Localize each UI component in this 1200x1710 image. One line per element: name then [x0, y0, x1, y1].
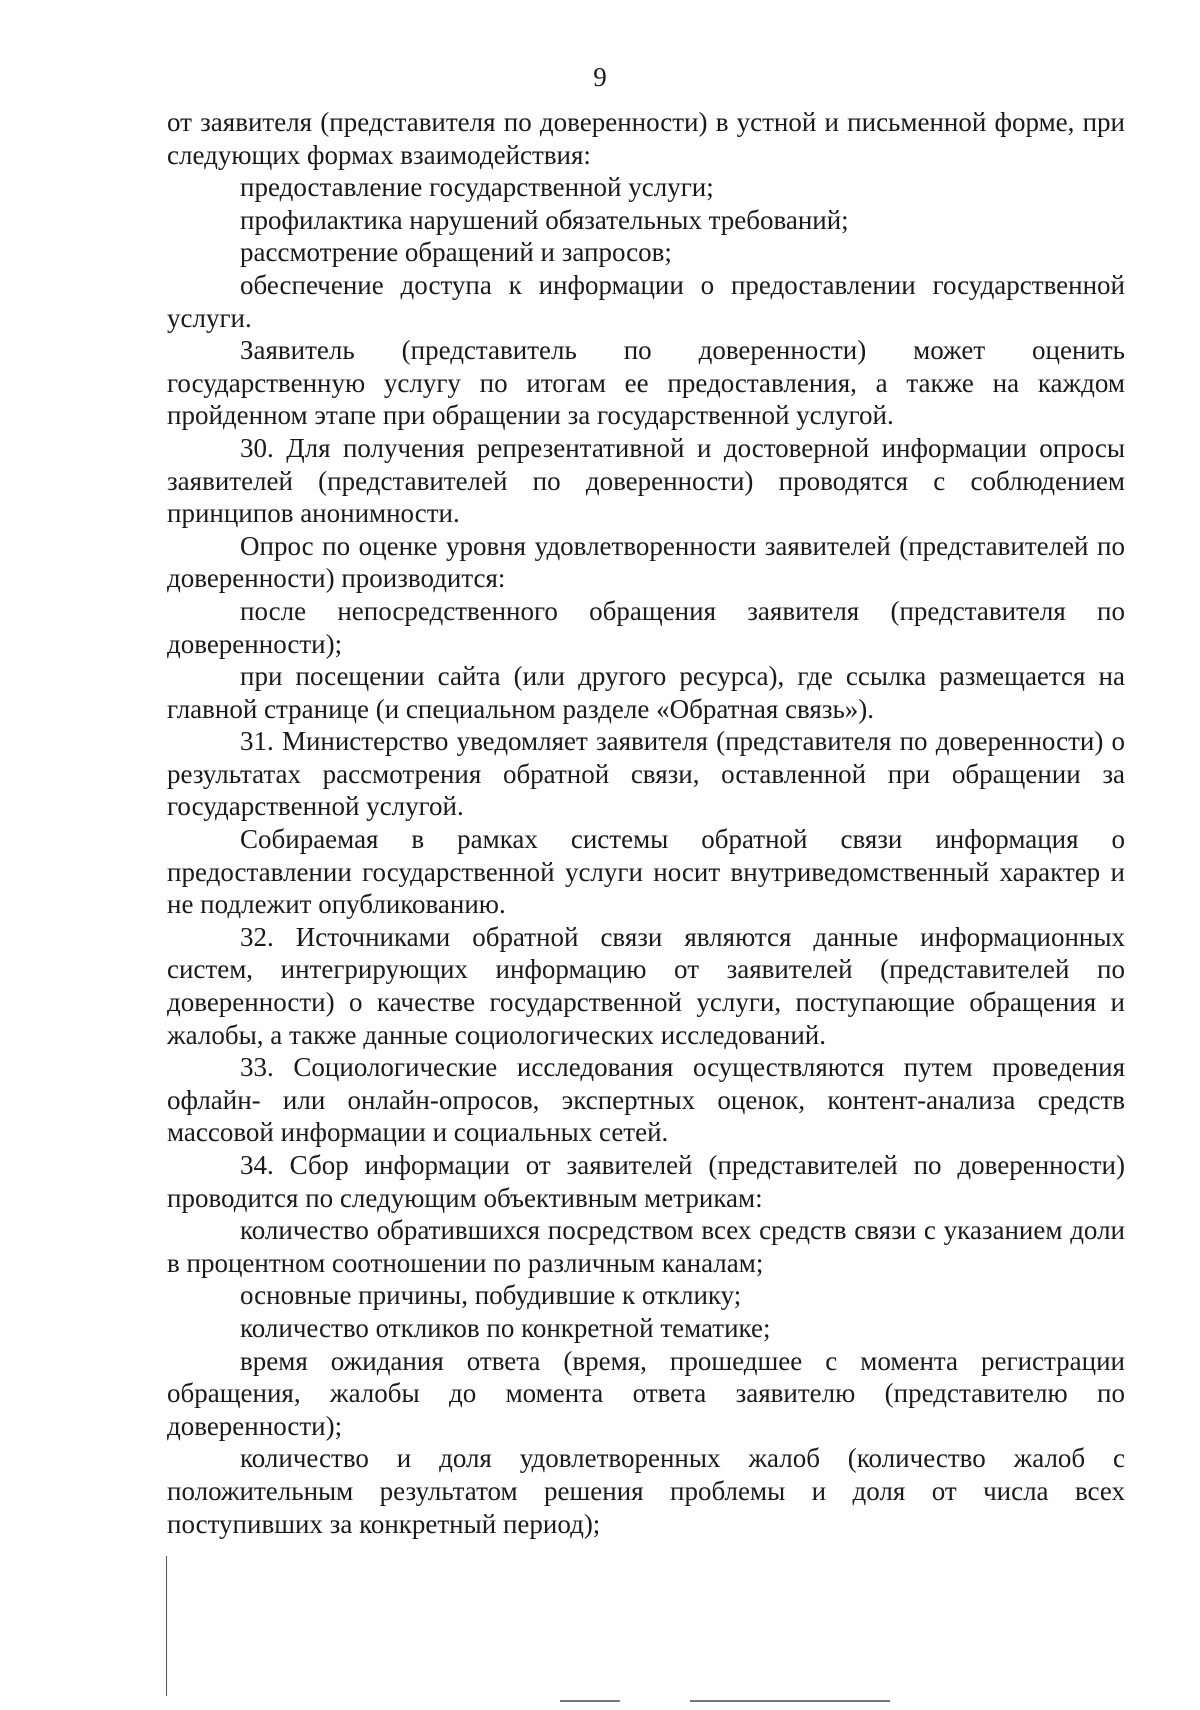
scan-bottom-mark	[560, 1700, 620, 1702]
paragraph: Заявитель (представитель по доверенности) может оценить государственную услугу по итогам ее предоставления, а также на каждом пройденном этапе при обращении за государственной услугой.	[167, 335, 1125, 431]
paragraph: количество откликов по конкретной тематике;	[240, 1312, 771, 1343]
paragraph: рассмотрение обращений и запросов;	[240, 237, 672, 268]
page-number: 9	[593, 62, 607, 92]
paragraph: предоставление государственной услуги;	[240, 172, 714, 203]
paragraph: обеспечение доступа к информации о предоставлении государственной услуги.	[167, 269, 1125, 333]
paragraph: 32. Источниками обратной связи являются данные информационных систем, интегрирующих информацию от заявителей (представителей по доверенности) о качестве государственной услуги, поступающие обращения и жалобы, а также данные социологических исследований.	[167, 921, 1125, 1050]
paragraph: Собираемая в рамках системы обратной связи информация о предоставлении государственной услуги носит внутриведомственный характер и не подлежит опубликованию.	[167, 824, 1125, 920]
paragraph: основные причины, побудившие к отклику;	[240, 1280, 742, 1311]
document-body	[167, 106, 1125, 1540]
paragraph: после непосредственного обращения заявителя (представителя по доверенности);	[167, 595, 1125, 659]
paragraph: 34. Сбор информации от заявителей (представителей по доверенности) проводится по следующим объективным метрикам:	[167, 1150, 1125, 1213]
paragraph: Опрос по оценке уровня удовлетворенности заявителей (представителей по доверенности) производится:	[167, 530, 1125, 594]
paragraph: при посещении сайта (или другого ресурса), где ссылка размещается на главной странице (и специальном разделе «Обратная связь»).	[167, 661, 1125, 724]
paragraph: время ожидания ответа (время, прошедшее с момента регистрации обращения, жалобы до момента ответа заявителю (представителю по доверенности);	[167, 1345, 1125, 1441]
scan-bottom-mark	[690, 1700, 890, 1702]
paragraph: количество и доля удовлетворенных жалоб (количество жалоб с положительным результатом решения проблемы и доля от числа всех поступивших за конкретный период);	[167, 1443, 1125, 1539]
paragraph: 30. Для получения репрезентативной и достоверной информации опросы заявителей (представителей по доверенности) проводятся с соблюдением принципов анонимности.	[167, 432, 1125, 529]
paragraph: от заявителя (представителя по доверенности) в устной и письменной форме, при следующих формах взаимодействия:	[167, 107, 1125, 170]
paragraph: количество обратившихся посредством всех средств связи с указанием доли в процентном соотношении по различным каналам;	[167, 1215, 1125, 1278]
paragraph: 33. Социологические исследования осуществляются путем проведения офлайн- или онлайн-опросов, экспертных оценок, контент-анализа средств массовой информации и социальных сетей.	[167, 1052, 1125, 1148]
scan-margin-line	[166, 1556, 167, 1696]
paragraph: профилактика нарушений обязательных требований;	[240, 204, 849, 235]
paragraph: 31. Министерство уведомляет заявителя (представителя по доверенности) о результатах рассмотрения обратной связи, оставленной при обращении за государственной услугой.	[167, 726, 1125, 822]
